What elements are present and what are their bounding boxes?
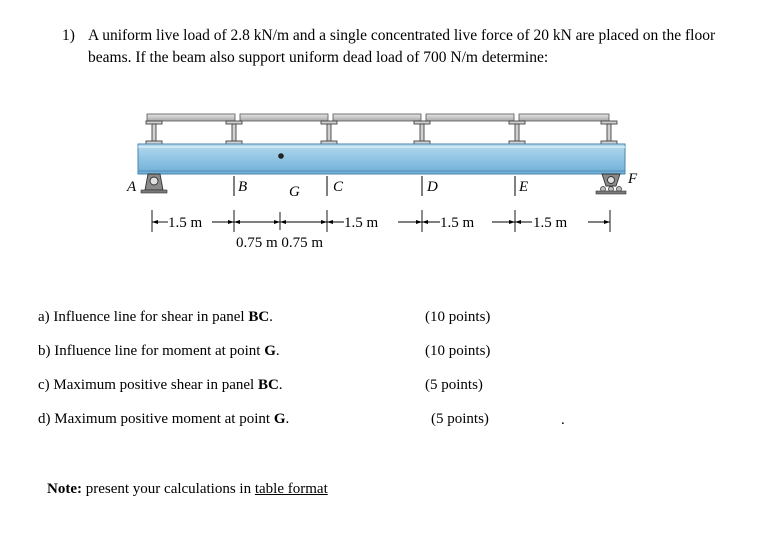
label-a: A [127,179,137,195]
question-a: a) Influence line for shear in panel BC. [38,309,273,325]
point-g-marker [278,153,284,159]
stray-dot: . [561,412,565,428]
points-c: (5 points) [425,377,483,393]
panel-ticks [234,176,515,196]
dim-ab: 1.5 m [168,215,203,231]
problem-text: A uniform live load of 2.8 kN/m and a single concentrated live force of 20 kN are placed on the floor beams. If the beam also support uniform dead load of 700 N/m determine: [88,27,716,66]
support-a-pin [141,174,167,193]
question-c: c) Maximum positive shear in panel BC. [38,377,283,393]
label-d: D [427,179,438,195]
label-e: E [519,179,529,195]
label-b: B [238,179,248,195]
points-a: (10 points) [425,309,491,325]
floor-beams [147,114,609,121]
label-g: G [289,184,300,200]
points-d: (5 points) [431,411,489,427]
problem-number: 1) [62,27,75,44]
dim-cd: 1.5 m [344,215,379,231]
points-b: (10 points) [425,343,491,359]
stringers [146,121,617,144]
dim-ef: 1.5 m [533,215,568,231]
note-underlined: table format [254,481,328,497]
label-f: F [628,171,638,187]
label-c: C [333,179,344,195]
note-label: Note: [47,481,82,497]
dim-bg-gc: 0.75 m 0.75 m [236,235,324,251]
support-f-roller [596,174,626,194]
main-girder [138,144,625,174]
question-d: d) Maximum positive moment at point G. [38,411,290,427]
question-b: b) Influence line for moment at point G. [38,343,280,359]
dim-de: 1.5 m [440,215,475,231]
note: Note: present your calculations in table format [47,481,328,497]
